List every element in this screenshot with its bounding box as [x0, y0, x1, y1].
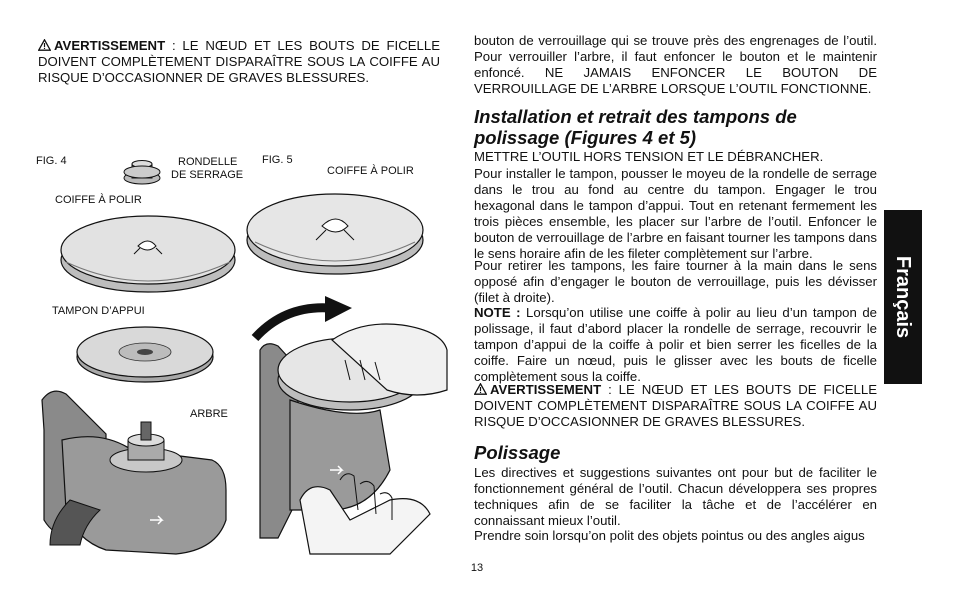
paragraph-polishing-care: Prendre soin lorsqu’on polit des objets pointus ou des angles aigus: [474, 528, 865, 543]
fig4-title: FIG. 4: [36, 155, 67, 167]
fig4-label-tampon: TAMPON D’APPUI: [52, 305, 145, 317]
polishing-bonnet-drawing-fig5: [247, 194, 423, 274]
polishing-bonnet-drawing-fig4: [61, 216, 235, 292]
language-tab: [884, 210, 922, 384]
fig5-label-coiffe: COIFFE À POLIR: [327, 165, 414, 177]
heading-polissage: Polissage: [474, 442, 561, 463]
clamp-washer-drawing: [124, 161, 160, 185]
paragraph-remove: Pour retirer les tampons, les faire tourner à la main dans le sens opposé afin d’engager le bouton de verrouillage, puis les dévisser (filet à droite).: [474, 258, 877, 305]
fig5-title: FIG. 5: [262, 154, 293, 166]
language-tab-label: Français: [892, 255, 914, 339]
warning-block-right: [474, 382, 877, 430]
warning-text: : LE NŒUD ET LES BOUTS DE FICELLE DOIVENT COMPLÈTEMENT DISPARAÎTRE SOUS LA COIFFE AU RISQUE D’OCCASIONNER DE GRAVES BLESSURES.: [474, 382, 877, 429]
note-label: NOTE :: [474, 305, 521, 320]
warning-text: : LE NŒUD ET LES BOUTS DE FICELLE DOIVENT COMPLÈTEMENT DISPARAÎTRE SOUS LA COIFFE AU RISQUE D’OCCASIONNER DE GRAVES BLESSURES.: [38, 38, 440, 85]
paragraph-power-off: METTRE L’OUTIL HORS TENSION ET LE DÉBRANCHER.: [474, 149, 824, 164]
backing-pad-drawing: [77, 327, 213, 382]
note-paragraph: [474, 305, 877, 385]
fig4-label-arbre: ARBRE: [190, 408, 228, 420]
warning-triangle-icon: [474, 383, 487, 395]
warning-label: AVERTISSEMENT: [54, 38, 166, 53]
intro-paragraph: bouton de verrouillage qui se trouve près des engrenages de l’outil. Pour verrouiller l’arbre, il faut enfoncer le bouton et le maintenir enfoncé. NE JAMAIS ENFONCER LE BOUTON DE VERROUILLAGE DE L’ARBRE LORSQUE L’OUTIL FONCTIONNE.: [474, 33, 877, 96]
figure-illustrations: [30, 150, 460, 560]
heading-installation: Installation et retrait des tampons de polissage (Figures 4 et 5): [474, 106, 797, 148]
paragraph-install: Pour installer le tampon, pousser le moyeu de la rondelle de serrage dans le trou au fond au centre du tampon. Engager le trou hexagonal dans le tampon d’appui. Tout en retenant fermement les trois pièces ensemble, les placer sur l’arbre de l’outil. Enfoncer le bouton de verrouillage de l’arbre en faisant tourner les tampons dans le sens horaire afin de les fileter complètement sur l’arbre.: [474, 166, 877, 261]
grinder-with-hand-drawing-fig5: [260, 324, 447, 554]
fig4-label-coiffe: COIFFE À POLIR: [55, 194, 142, 206]
page-number: 13: [470, 562, 484, 574]
rotation-arrow-drawing: [255, 296, 352, 338]
warning-triangle-icon: [38, 39, 51, 51]
paragraph-polishing-intro: Les directives et suggestions suivantes ont pour but de faciliter le fonctionnement général de l’outil. Chacun développera ses propres techniques afin de se faciliter la tâche et de l’accélérer en connaissant mieux l’outil.: [474, 465, 877, 528]
warning-block-left: [38, 38, 440, 86]
warning-label: AVERTISSEMENT: [490, 382, 602, 397]
note-text: Lorsqu’on utilise une coiffe à polir au lieu d’un tampon de polissage, il faut d’abord placer la rondelle de serrage, recouvrir le tampon d’appui de la coiffe à polir et bien serrer les ficelles de la coiffe. Faire un nœud, puis le glisser avec les bouts de ficelle complètement sous la coiffe.: [474, 305, 877, 384]
grinder-drawing-fig4: [42, 391, 226, 554]
fig4-label-rondelle: RONDELLE: [178, 156, 238, 168]
fig4-label-de-serrage: DE SERRAGE: [171, 169, 244, 181]
